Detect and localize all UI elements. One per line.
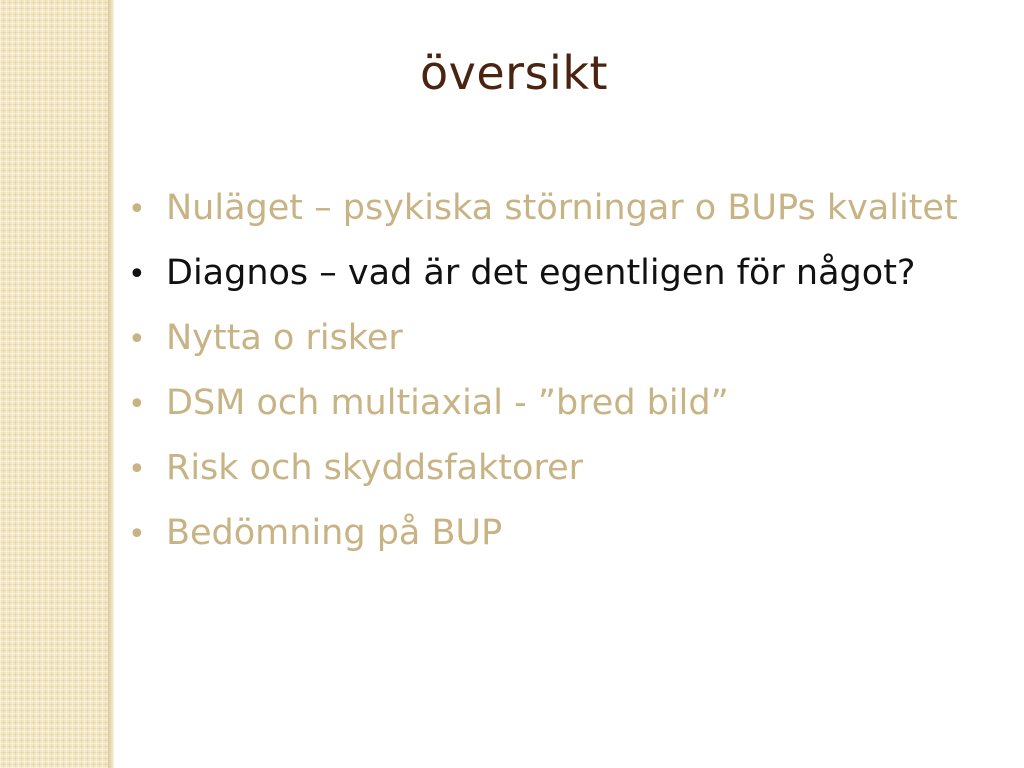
bullet-item-nytta xyxy=(128,318,1018,383)
bullet-dot-icon: • xyxy=(128,322,146,357)
bullet-text: Risk och skyddsfaktorer xyxy=(166,448,583,488)
bullet-text: Bedömning på BUP xyxy=(166,513,503,553)
bullet-dot-icon: • xyxy=(128,192,146,227)
bullet-text: Diagnos – vad är det egentligen för något? xyxy=(166,253,916,293)
bullet-item-nulaget xyxy=(128,188,1018,253)
side-band-edge xyxy=(108,0,114,768)
bullet-list xyxy=(128,188,1018,578)
bullet-text: Nuläget – psykiska störningar o BUPs kvalitet xyxy=(166,188,958,228)
bullet-item-bedomning xyxy=(128,513,1018,578)
bullet-dot-icon: • xyxy=(128,257,146,292)
bullet-dot-icon: • xyxy=(128,387,146,422)
bullet-dot-icon: • xyxy=(128,452,146,487)
bullet-text: Nytta o risker xyxy=(166,318,403,358)
bullet-item-diagnos xyxy=(128,253,1018,318)
bullet-text: DSM och multiaxial - ”bred bild” xyxy=(166,383,729,423)
bullet-item-dsm xyxy=(128,383,1018,448)
slide-title: översikt xyxy=(420,46,608,100)
decorative-side-band xyxy=(0,0,108,768)
bullet-dot-icon: • xyxy=(128,517,146,552)
bullet-item-risk xyxy=(128,448,1018,513)
